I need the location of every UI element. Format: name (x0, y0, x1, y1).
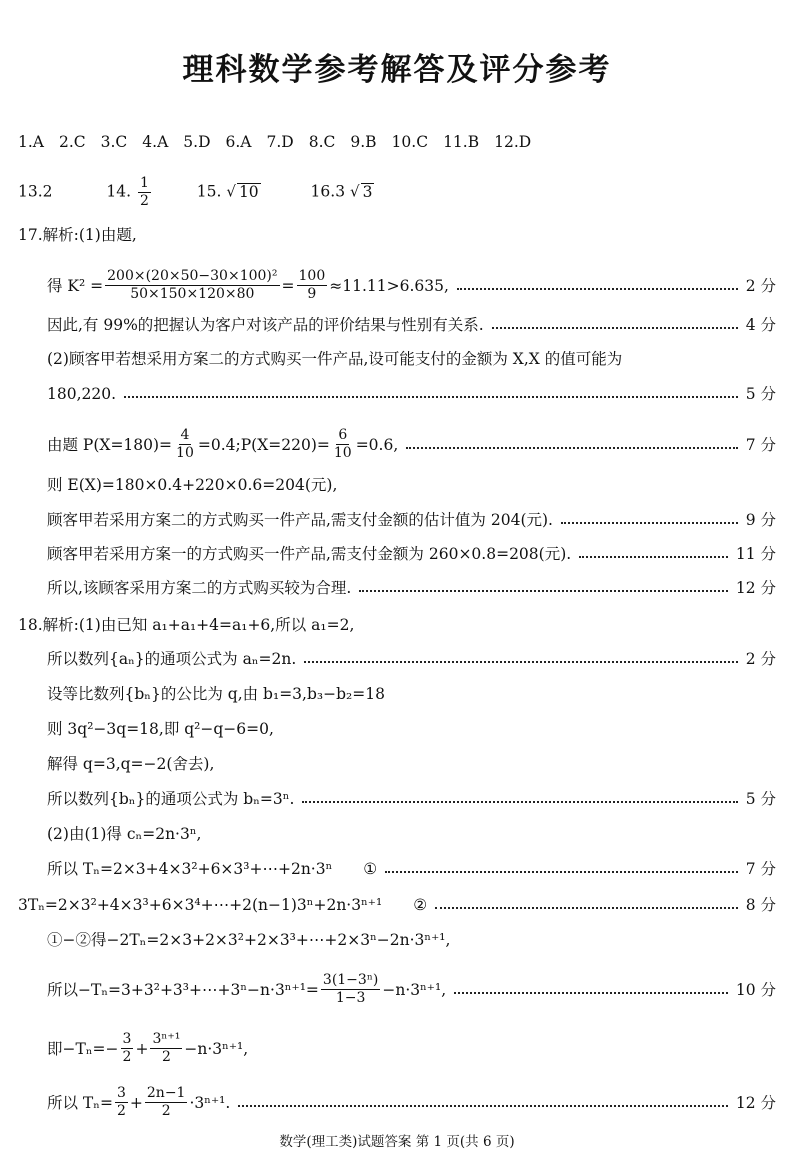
leader-dots (579, 556, 728, 558)
score-label: 7 分 (745, 435, 776, 454)
answer-13: 13.2 (18, 182, 53, 201)
sqrt-symbol: √ (350, 182, 360, 201)
choice-answer: 10.C (391, 133, 429, 151)
score-label: 4 分 (745, 316, 776, 334)
k2-fraction (105, 268, 279, 303)
leader-dots (385, 871, 738, 873)
choice-answer: 3.C (100, 133, 128, 151)
fraction-three-halves: $\frac{3}{2}$ (122, 1031, 132, 1065)
leader-dots (124, 396, 738, 398)
q18-line-1: 所以数列{aₙ}的通项公式为 aₙ=2n. 2 分 (47, 650, 776, 668)
q17-line-4: 180,220. 5 分 (47, 385, 776, 403)
leader-dots (359, 590, 727, 592)
score-label: 5 分 (745, 385, 776, 403)
q18-line-4: 解得 q=3,q=−2(舍去), (47, 755, 215, 773)
choice-answer: 8.C (308, 133, 336, 151)
leader-dots (561, 522, 738, 524)
fraction-power-half: $\frac{\text{3ⁿ⁺¹}}{2}$ (152, 1031, 181, 1065)
answer-14-prefix: 14. (106, 182, 132, 201)
fill-answers (18, 175, 374, 210)
prob-fraction-2: $\frac{6}{10}$ (333, 427, 352, 461)
q18-line-8: 3Tₙ=2×3²+4×3³+6×3⁴+⋯+2(n−1)3ⁿ+2n·3ⁿ⁺¹ ② 8 分 (18, 896, 776, 914)
leader-dots (302, 801, 737, 803)
k2-denominator: 50×150×120×80 (130, 286, 255, 302)
q18-line-2: 设等比数列{bₙ}的公比为 q,由 b₁=3,b₃−b₂=18 (47, 685, 385, 703)
q17-k2-line (47, 268, 776, 303)
k2-equals: = (281, 276, 295, 295)
q17-line-3: (2)顾客甲若想采用方案二的方式购买一件产品,设可能支付的金额为 X,X 的值可能为 (47, 350, 623, 368)
choice-answers (18, 133, 546, 151)
answer-15-prefix: 15. (196, 182, 222, 201)
score-label: 5 分 (745, 790, 776, 808)
answer-14-numerator: 1 (139, 175, 149, 191)
q18-line-3: 则 3q²−3q=18,即 q²−q−6=0, (47, 720, 274, 738)
choice-answer: 12.D (494, 133, 532, 151)
score-label: 10 分 (735, 980, 776, 999)
leader-dots (435, 907, 738, 909)
q17-line-2: 因此,有 99%的把握认为客户对该产品的评价结果与性别有关系. 4 分 (47, 316, 776, 334)
page-title: 理科数学参考解答及评分参考 (182, 52, 612, 88)
fraction-coefficient: $\frac{2n-1}{2}$ (146, 1085, 186, 1119)
score-label: 7 分 (745, 860, 776, 878)
q17-heading: 17.解析:(1)由题, (18, 226, 137, 244)
q18-line-12: 所以 Tₙ= $\frac{3}{2}$ + $\frac{2n-1}{2}$ ·3ⁿ⁺¹. 12 分 (47, 1085, 776, 1119)
score-label: 12 分 (735, 579, 776, 597)
fraction-three-halves: $\frac{3}{2}$ (116, 1085, 126, 1119)
choice-answer: 4.A (142, 133, 169, 151)
answer-14-denominator: 2 (139, 193, 149, 209)
score-label: 9 分 (745, 511, 776, 529)
q17-line-5: 由题 P(X=180)= $\frac{4}{10}$ =0.4;P(X=220)= $\frac{6}{10}$ =0.6, 7 分 (47, 427, 776, 461)
q18-line-11: 即−Tₙ=− $\frac{3}{2}$ + $\frac{\text{3ⁿ⁺¹}}{2}$ −n·3ⁿ⁺¹, (47, 1031, 249, 1065)
sqrt-symbol: √ (226, 182, 236, 201)
k2-numerator-2: 100 (298, 268, 326, 284)
leader-dots (454, 992, 728, 994)
score-label: 11 分 (735, 545, 776, 563)
choice-answer: 5.D (183, 133, 211, 151)
leader-dots (238, 1105, 728, 1107)
q18-line-9: ①−②得−2Tₙ=2×3+2×3²+2×3³+⋯+2×3ⁿ−2n·3ⁿ⁺¹, (47, 931, 451, 949)
answer-15-radicand: 10 (238, 182, 259, 201)
q18-line-5: 所以数列{bₙ}的通项公式为 bₙ=3ⁿ. 5 分 (47, 790, 776, 808)
choice-answer: 9.B (350, 133, 377, 151)
q18-line-10: 所以−Tₙ=3+3²+3³+⋯+3ⁿ−n·3ⁿ⁺¹= $\frac{\text{3(1−3ⁿ)}}{1-3}$ −n·3ⁿ⁺¹, 10 分 (47, 972, 776, 1006)
q18-line-6: (2)由(1)得 cₙ=2n·3ⁿ, (47, 825, 202, 843)
choice-answer: 2.C (58, 133, 86, 151)
score-label: 12 分 (735, 1093, 776, 1112)
score-label: 2 分 (745, 276, 776, 295)
k2-numerator: 200×(20×50−30×100)² (107, 268, 278, 284)
k2-denominator-2: 9 (307, 286, 317, 302)
leader-dots (406, 447, 737, 449)
leader-dots (457, 288, 738, 290)
q17-line-9: 所以,该顾客采用方案二的方式购买较为合理. 12 分 (47, 579, 776, 597)
leader-dots (304, 661, 737, 663)
page-footer: 数学(理工类)试题答案 第 1 页(共 6 页) (279, 1134, 515, 1150)
q17-line-6: 则 E(X)=180×0.4+220×0.6=204(元), (47, 476, 338, 494)
score-label: 2 分 (745, 650, 776, 668)
choice-answer: 6.A (225, 133, 252, 151)
q18-line-7: 所以 Tₙ=2×3+4×3²+6×3³+⋯+2n·3ⁿ ① 7 分 (47, 860, 776, 878)
answer-16-prefix: 16.3 (310, 182, 346, 201)
answer-14-fraction (138, 175, 151, 210)
answer-16-radicand: 3 (362, 182, 373, 201)
leader-dots (492, 327, 738, 329)
q17-line-8: 顾客甲若采用方案一的方式购买一件产品,需支付金额为 260×0.8=208(元). 11 分 (47, 545, 776, 563)
k2-prefix: 得 K² = (47, 276, 104, 295)
k2-fraction-2 (297, 268, 328, 303)
q18-heading: 18.解析:(1)由已知 a₁+a₁+4=a₁+6,所以 a₁=2, (18, 616, 355, 634)
series-fraction: $\frac{\text{3(1−3ⁿ)}}{1-3}$ (322, 972, 379, 1006)
k2-tail: ≈11.11>6.635, (329, 276, 449, 295)
q17-line-7: 顾客甲若采用方案二的方式购买一件产品,需支付金额的估计值为 204(元). 9 分 (47, 511, 776, 529)
choice-answer: 7.D (266, 133, 294, 151)
score-label: 8 分 (745, 896, 776, 914)
prob-fraction-1: $\frac{4}{10}$ (176, 427, 194, 461)
choice-answer: 11.B (443, 133, 480, 151)
choice-answer: 1.A (18, 133, 44, 151)
